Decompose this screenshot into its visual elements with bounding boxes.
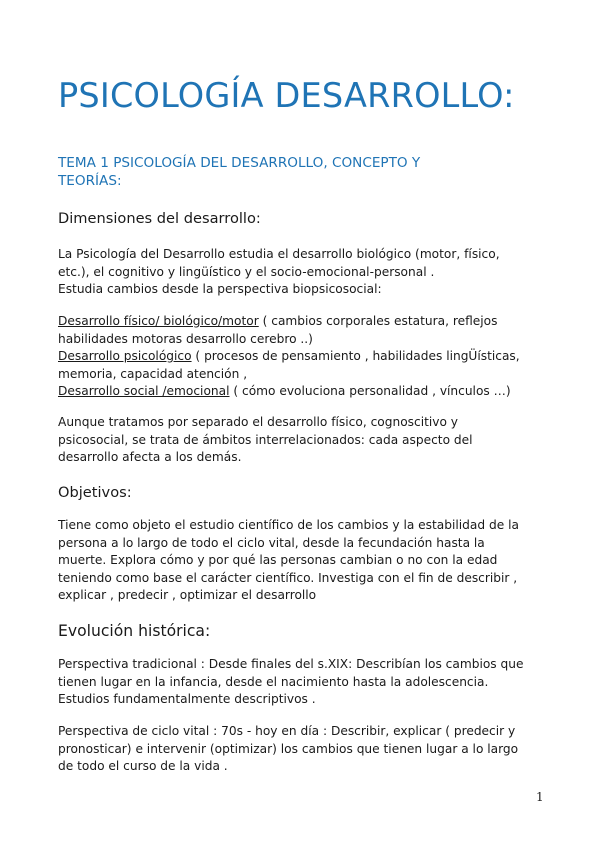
text-line: Aunque tratamos por separado el desarrollo físico, cognoscitivo y bbox=[58, 415, 459, 429]
text-line: teniendo como base el carácter científico. Investiga con el fin de describir , bbox=[58, 570, 518, 585]
desc-fisico: ( cambios corporales estatura, reflejos bbox=[258, 314, 498, 328]
topic-heading-line-2: TEORÍAS: bbox=[58, 173, 122, 189]
dimensiones-intro bbox=[58, 246, 548, 299]
text-line: Tiene como objeto el estudio científico de los cambios y la estabilidad de la bbox=[58, 518, 519, 532]
text-line: Estudia cambios desde la perspectiva biopsicosocial: bbox=[58, 282, 382, 296]
dimensiones-heading: Dimensiones del desarrollo: bbox=[58, 210, 261, 227]
text-line: Perspectiva tradicional : Desde finales del s.XIX: Describían los cambios que bbox=[58, 657, 524, 671]
list-item-psicologico bbox=[58, 348, 548, 366]
desc-psicologico: ( procesos de pensamiento , habilidades lingÜísticas, bbox=[191, 349, 520, 363]
objetivos-text bbox=[58, 517, 548, 605]
perspectiva-ciclo-vital bbox=[58, 723, 548, 776]
topic-heading bbox=[58, 154, 498, 190]
term-psicologico: Desarrollo psicológico bbox=[58, 349, 192, 363]
text-line: persona a lo largo de todo el ciclo vital, desde la fecundación hasta la bbox=[58, 535, 485, 550]
term-fisico: Desarrollo físico/ biológico/motor bbox=[58, 314, 259, 328]
term-social: Desarrollo social /emocional bbox=[58, 384, 230, 398]
text-line: explicar , predecir , optimizar el desarrollo bbox=[58, 588, 317, 602]
desc-social: ( cómo evoluciona personalidad , vínculos …) bbox=[229, 384, 511, 398]
text-line: etc.), el cognitivo y lingüístico y el socio-emocional-personal . bbox=[58, 264, 435, 279]
text-line: psicosocial, se trata de ámbitos interrelacionados: cada aspecto del bbox=[58, 432, 473, 447]
text-line: tienen lugar en la infancia, desde el nacimiento hasta la adolescencia. bbox=[58, 674, 489, 689]
page-number: 1 bbox=[536, 790, 544, 804]
text-line: memoria, capacidad atención , bbox=[58, 366, 248, 381]
text-line: Estudios fundamentalmente descriptivos . bbox=[58, 692, 316, 706]
text-line: desarrollo afecta a los demás. bbox=[58, 450, 242, 464]
text-line: Perspectiva de ciclo vital : 70s - hoy en día : Describir, explicar ( predecir y bbox=[58, 724, 516, 738]
text-line: muerte. Explora cómo y por qué las personas cambian o no con la edad bbox=[58, 553, 498, 567]
topic-heading-line-1: TEMA 1 PSICOLOGÍA DEL DESARROLLO, CONCEPTO Y bbox=[58, 155, 421, 171]
text-line: habilidades motoras desarrollo cerebro ..) bbox=[58, 331, 313, 346]
evolucion-heading: Evolución histórica: bbox=[58, 622, 211, 640]
text-line: de todo el curso de la vida . bbox=[58, 759, 228, 773]
text-line: pronosticar) e intervenir (optimizar) los cambios que tienen lugar a lo largo bbox=[58, 741, 519, 756]
document-title: PSICOLOGÍA DESARROLLO: bbox=[58, 76, 515, 115]
list-item-social bbox=[58, 383, 548, 401]
objetivos-heading: Objetivos: bbox=[58, 484, 132, 501]
dimensiones-list bbox=[58, 313, 548, 401]
dimensiones-summary bbox=[58, 414, 548, 467]
list-item-fisico bbox=[58, 313, 548, 331]
text-line: La Psicología del Desarrollo estudia el desarrollo biológico (motor, físico, bbox=[58, 247, 500, 261]
perspectiva-tradicional bbox=[58, 656, 548, 709]
